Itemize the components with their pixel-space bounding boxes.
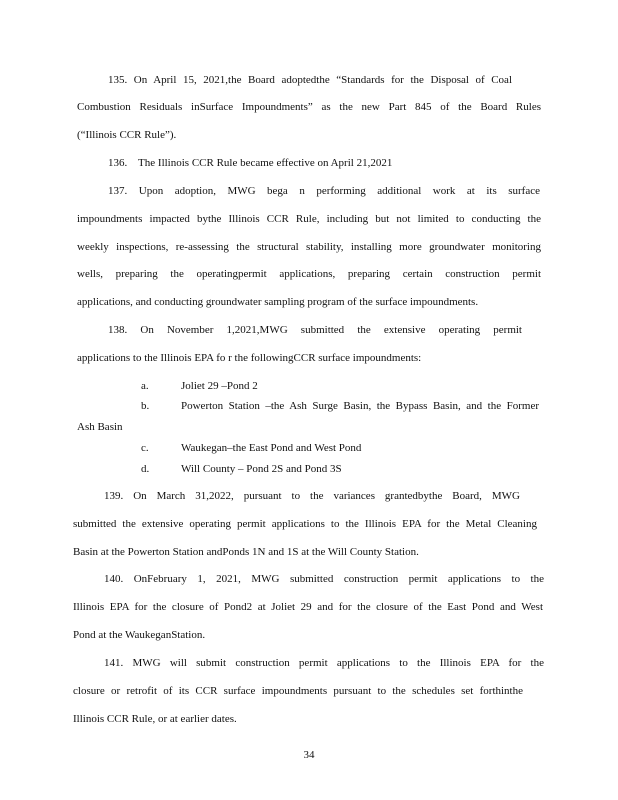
paragraph-135-line-1: 135. On April 15, 2021,the Board adoptedthe “Standards for the Disposal of Coal — [108, 74, 512, 86]
list-item-d-marker: d. — [141, 463, 150, 475]
paragraph-141-line-3: Illinois CCR Rule, or at earlier dates. — [73, 713, 237, 725]
paragraph-137-line-3: weekly inspections, re-assessing the structural stability, installing more groundwater monitoring — [77, 241, 541, 253]
paragraph-140-line-2: Illinois EPA for the closure of Pond2 at Joliet 29 and for the closure of the East Pond and West — [73, 601, 543, 613]
paragraph-139-line-3: Basin at the Powerton Station andPonds 1N and 1S at the Will County Station. — [73, 546, 419, 558]
paragraph-138-line-1: 138. On November 1,2021,MWG submitted the extensive operating permit — [108, 324, 522, 336]
paragraph-138-line-2: applications to the Illinois EPA fo r the followingCCR surface impoundments: — [77, 352, 422, 364]
paragraph-139-line-1: 139. On March 31,2022, pursuant to the variances grantedbythe Board, MWG — [104, 490, 520, 502]
paragraph-136-line-1: 136. The Illinois CCR Rule became effective on April 21,2021 — [108, 157, 393, 169]
list-item-d-text: Will County – Pond 2S and Pond 3S — [181, 463, 342, 475]
paragraph-139-line-2: submitted the extensive operating permit applications to the Illinois EPA for the Metal Cleaning — [73, 518, 537, 530]
paragraph-137-line-5: applications, and conducting groundwater sampling program of the surface impoundments. — [77, 296, 479, 308]
list-item-a-marker: a. — [141, 380, 149, 392]
paragraph-135-line-3: (“Illinois CCR Rule”). — [77, 129, 177, 141]
list-item-b-marker: b. — [141, 400, 150, 412]
page-number: 34 — [303, 749, 315, 761]
paragraph-137-line-4: wells, preparing the operatingpermit applications, preparing certain construction permit — [77, 268, 541, 280]
paragraph-140-line-1: 140. OnFebruary 1, 2021, MWG submitted construction permit applications to the — [104, 573, 544, 585]
list-item-b-text: Powerton Station –the Ash Surge Basin, the Bypass Basin, and the Former — [181, 400, 539, 412]
list-item-b-continuation: Ash Basin — [77, 421, 123, 433]
paragraph-137-line-2: impoundments impacted bythe Illinois CCR Rule, including but not limited to conducting the — [77, 213, 541, 225]
paragraph-137-line-1: 137. Upon adoption, MWG bega n performing additional work at its surface — [108, 185, 540, 197]
paragraph-141-line-2: closure or retrofit of its CCR surface impoundments pursuant to the schedules set forthinthe — [73, 685, 523, 697]
paragraph-140-line-3: Pond at the WaukeganStation. — [73, 629, 206, 641]
list-item-a-text: Joliet 29 –Pond 2 — [181, 380, 258, 392]
paragraph-141-line-1: 141. MWG will submit construction permit applications to the Illinois EPA for the — [104, 657, 544, 669]
list-item-c-text: Waukegan–the East Pond and West Pond — [181, 442, 362, 454]
list-item-c-marker: c. — [141, 442, 149, 454]
paragraph-135-line-2: Combustion Residuals inSurface Impoundments” as the new Part 845 of the Board Rules — [77, 101, 541, 113]
